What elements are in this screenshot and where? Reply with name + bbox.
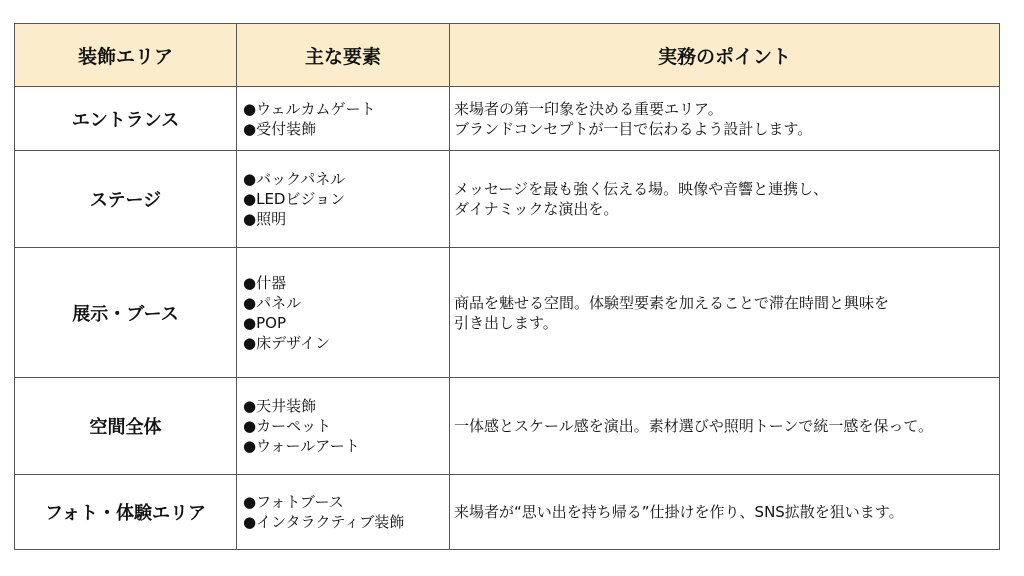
- element-item: ●ウェルカムゲート: [243, 99, 376, 118]
- element-item: ●ウォールアート: [243, 437, 360, 455]
- elements-cell: [237, 248, 450, 378]
- element-item: ●パネル: [243, 293, 302, 312]
- table-row: [15, 87, 1000, 151]
- header-points: 実務のポイント: [450, 24, 1000, 87]
- point-cell: [450, 248, 1000, 378]
- element-item: ●照明: [243, 210, 287, 228]
- point-line: 来場者の第一印象を決める重要エリア。: [454, 99, 723, 118]
- element-item: ●LEDビジョン: [243, 190, 346, 208]
- area-cell: エントランス: [15, 87, 237, 151]
- table-row: [15, 475, 1000, 550]
- point-cell: [450, 151, 1000, 248]
- elements-cell: [237, 378, 450, 475]
- element-item: ●カーペット: [243, 417, 332, 435]
- element-item: ●フォトブース: [243, 493, 344, 511]
- element-item: ●天井装飾: [243, 397, 317, 415]
- element-item: ●什器: [243, 273, 287, 292]
- elements-cell: [237, 151, 450, 248]
- element-item: ●受付装飾: [243, 119, 317, 138]
- point-cell: [450, 475, 1000, 550]
- element-item: ●POP: [243, 313, 286, 332]
- point-line: メッセージを最も強く伝える場。映像や音響と連携し、: [454, 180, 829, 198]
- point-line: ダイナミックな演出を。: [454, 200, 619, 218]
- table-row: [15, 378, 1000, 475]
- point-line: 商品を魅せる空間。体験型要素を加えることで滞在時間と興味を: [454, 293, 890, 312]
- elements-cell: [237, 475, 450, 550]
- point-cell: [450, 87, 1000, 151]
- elements-cell: [237, 87, 450, 151]
- table-row: [15, 248, 1000, 378]
- header-elements: 主な要素: [237, 24, 450, 87]
- point-cell: [450, 378, 1000, 475]
- point-line: 引き出します。: [454, 313, 558, 332]
- point-line: ブランドコンセプトが一目で伝わるよう設計します。: [454, 119, 813, 138]
- table-header-row: [15, 24, 1000, 87]
- area-cell: 展示・ブース: [15, 248, 237, 378]
- decoration-area-table: [14, 23, 1000, 550]
- element-item: ●バックパネル: [243, 170, 346, 188]
- area-cell: ステージ: [15, 151, 237, 248]
- header-area: 装飾エリア: [15, 24, 237, 87]
- table-row: [15, 151, 1000, 248]
- point-line: 来場者が“思い出を持ち帰る”仕掛けを作り、SNS拡散を狙います。: [454, 503, 904, 521]
- area-cell: 空間全体: [15, 378, 237, 475]
- element-item: ●床デザイン: [243, 333, 331, 352]
- area-cell: フォト・体験エリア: [15, 475, 237, 550]
- element-item: ●インタラクティブ装飾: [243, 513, 405, 531]
- point-line: 一体感とスケール感を演出。素材選びや照明トーンで統一感を保って。: [454, 417, 934, 435]
